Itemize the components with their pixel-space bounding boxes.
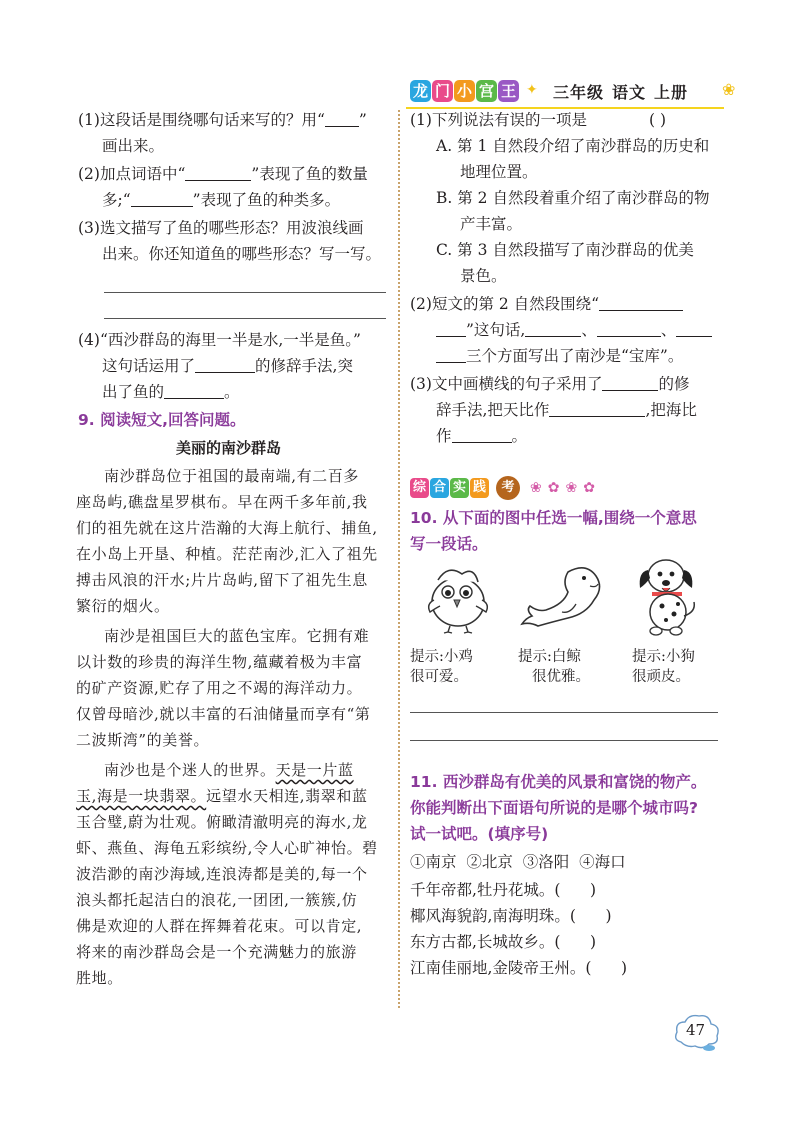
answer-line[interactable] xyxy=(104,318,386,319)
city-clue-4[interactable]: 江南佳丽地,金陵帝王州。( ) xyxy=(410,959,628,977)
sparkle-icon: ✦ xyxy=(526,82,538,98)
r1-line: (1)下列说法有误的一项是 ( ) xyxy=(410,111,666,129)
q10-line1: 10. 从下面的图中任选一幅,围绕一个意思 xyxy=(410,509,697,527)
brand-logo xyxy=(410,80,520,102)
answer-blank[interactable] xyxy=(549,416,645,417)
q11-line2: 你能判断出下面语句所说的是哪个城市吗? xyxy=(410,799,698,817)
q4-line2: 这句话运用了 的修辞手法,突 xyxy=(102,357,353,375)
answer-line[interactable] xyxy=(410,740,718,741)
option-c-line2: 景色。 xyxy=(460,267,507,285)
city-clue-3[interactable]: 东方古都,长城故乡。( ) xyxy=(410,933,597,951)
butterfly-icon: ❀✿❀✿ xyxy=(530,480,601,496)
passage-line: 浪头都托起洁白的浪花,一团团,一簇簇,仿 xyxy=(76,891,358,909)
passage-title: 美丽的南沙群岛 xyxy=(176,439,282,457)
answer-line[interactable] xyxy=(104,292,386,293)
hint-beluga-line2: 很优雅。 xyxy=(532,669,590,685)
grade-label: 三年级 xyxy=(553,83,605,102)
q3-line2: 出来。你还知道鱼的哪些形态？写一写。 xyxy=(102,245,382,263)
answer-blank[interactable] xyxy=(599,310,683,311)
q11-line1: 11. 西沙群岛有优美的风景和富饶的物产。 xyxy=(410,773,707,791)
q4-line3: 出了鱼的 。 xyxy=(102,383,240,401)
r2-line3: 三个方面写出了南沙是“宝库”。 xyxy=(436,346,683,366)
passage-line: 座岛屿,礁盘星罗棋布。早在两千多年前,我 xyxy=(76,493,368,511)
volume-label: 上册 xyxy=(654,83,689,102)
answer-blank[interactable] xyxy=(185,180,251,181)
underlined-sentence: 玉,海是一块翡翠。 xyxy=(76,787,207,805)
banner-char: 践 xyxy=(470,478,489,498)
practice-banner xyxy=(410,477,601,499)
page-number: 47 xyxy=(686,1021,706,1039)
option-a-line1: A. 第 1 自然段介绍了南沙群岛的历史和 xyxy=(436,137,710,155)
answer-blank[interactable] xyxy=(436,336,466,337)
brand-char: 门 xyxy=(432,80,453,102)
q2-line2: 多;“ ”表现了鱼的种类多。 xyxy=(102,191,341,209)
passage-line: 仅曾母暗沙,就以丰富的石油储量而享有“第 xyxy=(76,705,371,723)
passage-line: 南沙群岛位于祖国的最南端,有二百多 xyxy=(104,467,359,485)
answer-blank[interactable] xyxy=(676,336,712,337)
q10-line2: 写一段话。 xyxy=(410,535,488,553)
q3-line1: (3)选文描写了鱼的哪些形态？用波浪线画 xyxy=(78,219,364,237)
city-options: ①南京 ②北京 ③洛阳 ④海口 xyxy=(410,853,626,871)
passage-line: 南沙也是个迷人的世界。天是一片蓝 xyxy=(104,761,354,779)
brand-char: 小 xyxy=(454,80,475,102)
answer-blank[interactable] xyxy=(436,362,466,363)
underlined-sentence: 天是一片蓝 xyxy=(275,761,354,779)
hint-puppy-line2: 很顽皮。 xyxy=(632,669,690,685)
q11-line3: 试一试吧。(填序号) xyxy=(410,825,549,843)
brand-char: 宫 xyxy=(476,80,497,102)
passage-line: 虾、燕鱼、海龟五彩缤纷,令人心旷神怡。碧 xyxy=(76,839,378,857)
passage-line: 搏击风浪的汗水;片片岛屿,留下了祖先生息 xyxy=(76,571,368,589)
option-b-line1: B. 第 2 自然段着重介绍了南沙群岛的物 xyxy=(436,189,710,207)
puppy-icon xyxy=(628,554,706,638)
passage-line: 胜地。 xyxy=(76,969,123,987)
passage-line: 以计数的珍贵的海洋生物,蕴藏着极为丰富 xyxy=(76,653,363,671)
answer-blank[interactable] xyxy=(131,206,193,207)
hint-puppy-line1: 提示:小狗 xyxy=(632,649,695,665)
column-divider xyxy=(398,110,400,1008)
hint-chick-line2: 很可爱。 xyxy=(410,669,468,685)
r2-line2: ”这句话, 、 、 xyxy=(436,320,712,340)
q2-line1: (2)加点词语中“ ”表现了鱼的数量 xyxy=(78,165,368,183)
option-b-line2: 产丰富。 xyxy=(460,215,523,233)
passage-line: 繁衍的烟火。 xyxy=(76,597,170,615)
answer-blank[interactable] xyxy=(602,390,658,391)
butterfly-icon: ❀ xyxy=(722,80,736,99)
banner-char: 实 xyxy=(450,478,469,498)
answer-blank[interactable] xyxy=(164,398,224,399)
bear-badge-icon: 考 xyxy=(496,476,520,500)
brand-char: 龙 xyxy=(410,80,431,102)
answer-blank[interactable] xyxy=(452,442,512,443)
beluga-whale-icon xyxy=(512,562,616,634)
passage-line: 南沙是祖国巨大的蓝色宝库。它拥有难 xyxy=(104,627,370,645)
page-header xyxy=(410,78,740,106)
passage-line: 玉,海是一块翡翠。远望水天相连,翡翠和蓝 xyxy=(76,787,368,805)
passage-line: 的矿产资源,贮存了用之不竭的海洋动力。 xyxy=(76,679,363,697)
hint-beluga-line1: 提示:白鲸 xyxy=(518,649,581,665)
hint-chick-line1: 提示:小鸡 xyxy=(410,649,473,665)
option-a-line2: 地理位置。 xyxy=(460,163,538,181)
r3-line2: 辞手法,把天比作 ,把海比 xyxy=(436,401,697,419)
answer-blank[interactable] xyxy=(525,336,581,337)
brand-char: 王 xyxy=(498,80,519,102)
q1-line1: (1)这段话是围绕哪句话来写的？用“ ” xyxy=(78,111,367,129)
city-clue-2[interactable]: 椰风海貌韵,南海明珠。( ) xyxy=(410,907,612,925)
q9-heading: 9. 阅读短文,回答问题。 xyxy=(78,411,246,429)
answer-blank[interactable] xyxy=(597,336,661,337)
passage-line: 波浩渺的南沙海域,连浪涛都是美的,每一个 xyxy=(76,865,368,883)
r2-line1: (2)短文的第 2 自然段围绕“ xyxy=(410,294,683,314)
answer-blank[interactable] xyxy=(325,126,359,127)
answer-line[interactable] xyxy=(410,712,718,713)
header-rule xyxy=(406,107,724,109)
q4-line1: (4)“西沙群岛的海里一半是水,一半是鱼。” xyxy=(78,331,361,349)
banner-char: 综 xyxy=(410,478,429,498)
passage-line: 将来的南沙群岛会是一个充满魅力的旅游 xyxy=(76,943,357,961)
q1-line2: 画出来。 xyxy=(102,137,165,155)
passage-line: 佛是欢迎的人群在挥舞着花束。可以肯定, xyxy=(76,917,363,935)
banner-char: 合 xyxy=(430,478,449,498)
city-clue-1[interactable]: 千年帝都,牡丹花城。( ) xyxy=(410,881,597,899)
answer-paren[interactable]: ( ) xyxy=(648,111,666,129)
chick-icon xyxy=(418,560,500,634)
answer-blank[interactable] xyxy=(195,372,255,373)
r3-line1: (3)文中画横线的句子采用了 的修 xyxy=(410,375,690,393)
passage-line: 玉合璧,蔚为壮观。俯瞰清澈明亮的海水,龙 xyxy=(76,813,368,831)
r3-line3: 作 。 xyxy=(436,427,528,445)
subject-label: 语文 xyxy=(612,83,647,102)
passage-line: 们的祖先就在这片浩瀚的大海上航行、捕鱼, xyxy=(76,519,378,537)
passage-line: 在小岛上开垦、种植。茫茫南沙,汇入了祖先 xyxy=(76,545,378,563)
option-c-line1: C. 第 3 自然段描写了南沙群岛的优美 xyxy=(436,241,694,259)
passage-line: 二波斯湾”的美誉。 xyxy=(76,731,210,749)
header-info xyxy=(553,80,696,103)
